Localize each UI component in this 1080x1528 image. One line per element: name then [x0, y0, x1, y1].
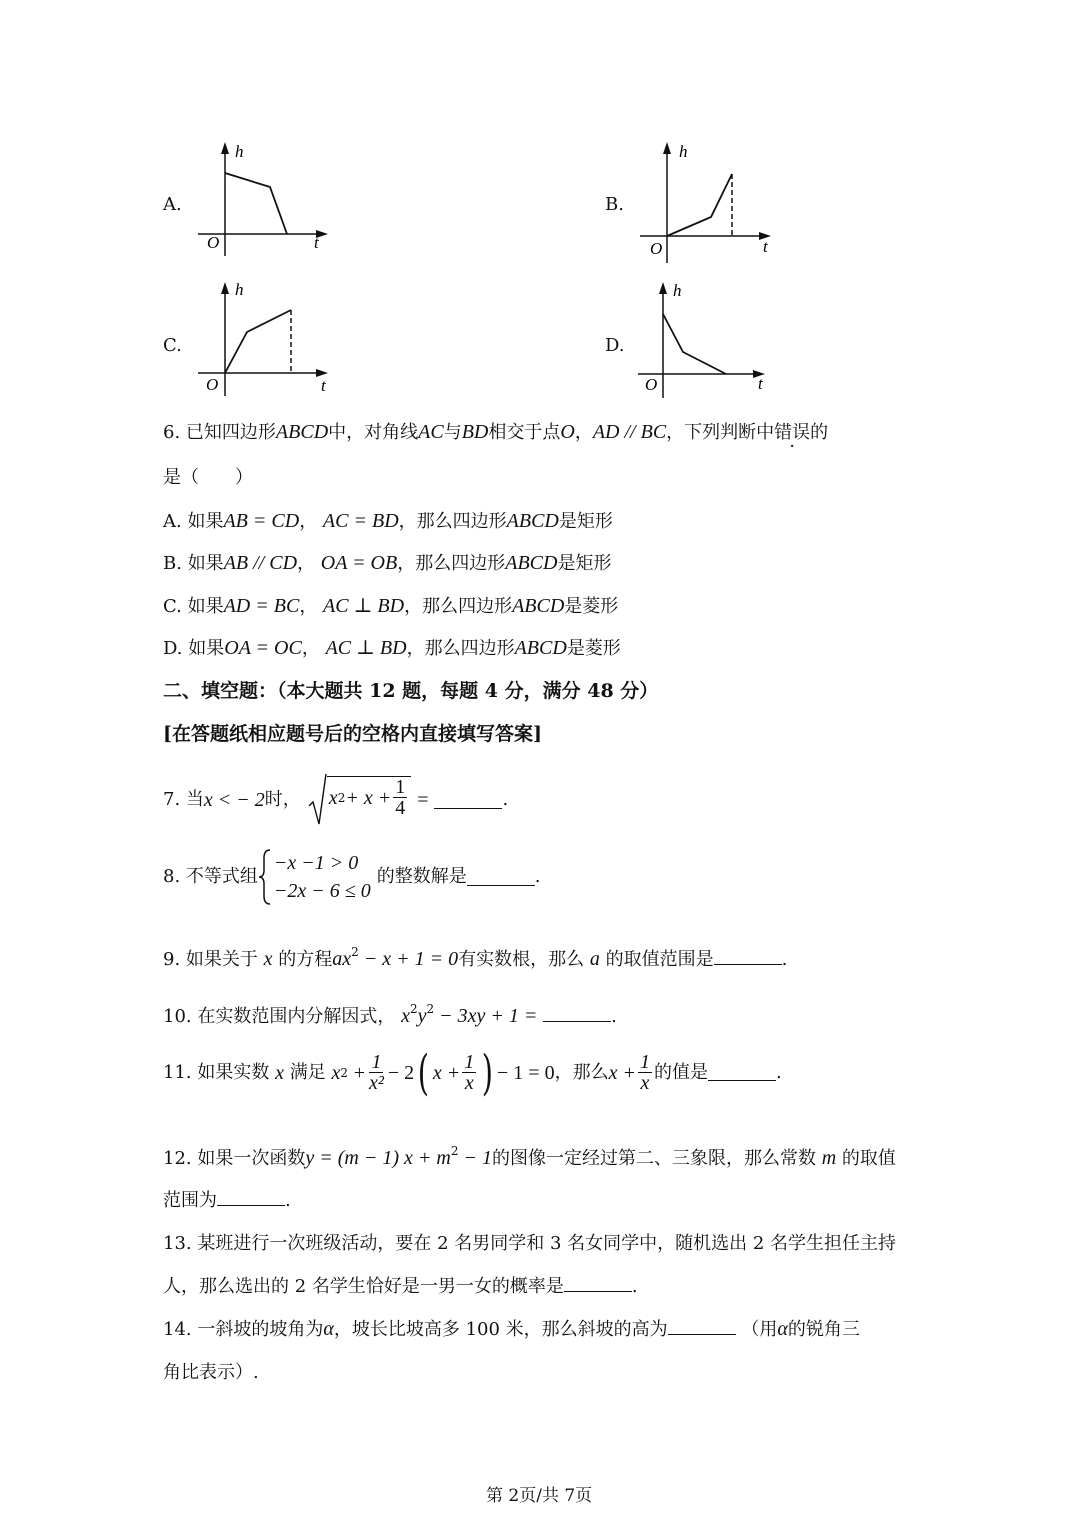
question-12-line2: 范围为 . — [163, 1190, 291, 1211]
page-footer: 第 2页/共 7页 — [486, 1486, 593, 1506]
brace — [258, 848, 272, 906]
question-8: 8. 不等式组 −x −1 > 0 −2x − 6 ≤ 0 的整数解是 . — [163, 848, 541, 906]
question-6: 6. 已知四边形ABCD中，对角线AC与BD相交于点O，AD // BC，下列判断中错误的 — [163, 421, 829, 443]
t-axis-label: t — [758, 374, 763, 393]
t-axis-label: t — [314, 233, 319, 252]
h-axis-label: h — [673, 281, 682, 300]
question-10: 10. 在实数范围内分解因式， $x^2y^2 - 3xy + 1$ = . — [163, 1002, 617, 1027]
option-c-label: C. — [163, 335, 182, 356]
answer-blank — [543, 1005, 611, 1022]
origin-label: O — [650, 239, 663, 258]
q6-option-a: A. 如果AB = CD， AC = BD，那么四边形ABCD是矩形 — [163, 510, 613, 532]
question-9: 9. 如果关于 x 的方程$ax^2 - x + 1 = 0$有实数根，那么 a 的取值范围是 . — [163, 945, 788, 970]
question-11: 11. 如果实数 x 满足 x 2 + $\frac{1}{\text{x²}}$ − 2 ( x + $\frac{1}{x}$ ) − 1 = 0 ，那么 x + $\frac{1}{x}$ 的值是 . — [163, 1044, 782, 1101]
option-d-label: D. — [605, 335, 625, 356]
section-title: 二、填空题：（本大题共 12 题，每题 4 分，满分 48 分） — [163, 680, 659, 702]
graph-a — [190, 138, 340, 263]
question-12: 12. 如果一次函数y = (m − 1) $x + m^2 - 1$的图像一定经过第二、三象限，那么常数 m 的取值 — [163, 1144, 896, 1169]
option-a-label: A. — [163, 194, 182, 215]
graph-d — [635, 278, 785, 403]
question-14-line2: 角比表示）. — [163, 1362, 259, 1383]
q6-option-b: B. 如果AB // CD， OA = OB，那么四边形ABCD是矩形 — [163, 552, 612, 574]
graph-b — [635, 138, 785, 263]
answer-blank — [217, 1189, 285, 1206]
option-b-label: B. — [605, 194, 624, 215]
answer-blank — [668, 1318, 736, 1335]
q6-option-c: C. 如果AD = BC， AC ⊥ BD，那么四边形ABCD是菱形 — [163, 595, 619, 617]
t-axis-label: t — [321, 376, 326, 395]
h-axis-label: h — [679, 142, 688, 161]
answer-blank — [467, 869, 535, 886]
answer-blank — [564, 1275, 632, 1292]
answer-blank — [714, 948, 782, 965]
emphasis-error: 错误 — [774, 422, 811, 443]
sqrt-sign — [307, 772, 327, 828]
question-14: 14. 一斜坡的坡角为α，坡长比坡高多 100 米，那么斜坡的高为 （用α的锐角三 — [163, 1318, 860, 1340]
question-13-line2: 人，那么选出的 2 名学生恰好是一男一女的概率是 . — [163, 1276, 638, 1297]
question-7: 7. 当 x < − 2 时， x 2 + x + $\frac{1}{4}$ = . — [163, 772, 508, 828]
question-6-line2: 是（ ） — [163, 467, 253, 488]
radicand: x 2 + x + $\frac{1}{4}$ — [327, 776, 411, 818]
h-axis-label: h — [235, 142, 244, 161]
h-axis-label: h — [235, 280, 244, 299]
origin-label: O — [206, 375, 219, 394]
t-axis-label: t — [763, 237, 768, 256]
answer-blank — [434, 792, 502, 809]
section-note: [在答题纸相应题号后的空格内直接填写答案] — [163, 723, 542, 745]
q6-option-d: D. 如果OA = OC， AC ⊥ BD，那么四边形ABCD是菱形 — [163, 637, 621, 659]
origin-label: O — [645, 375, 658, 394]
graph-c — [190, 278, 340, 403]
question-13: 13. 某班进行一次班级活动，要在 2 名男同学和 3 名女同学中，随机选出 2 名学生担任主持 — [163, 1233, 897, 1254]
origin-label: O — [207, 233, 220, 252]
answer-blank — [708, 1064, 776, 1081]
